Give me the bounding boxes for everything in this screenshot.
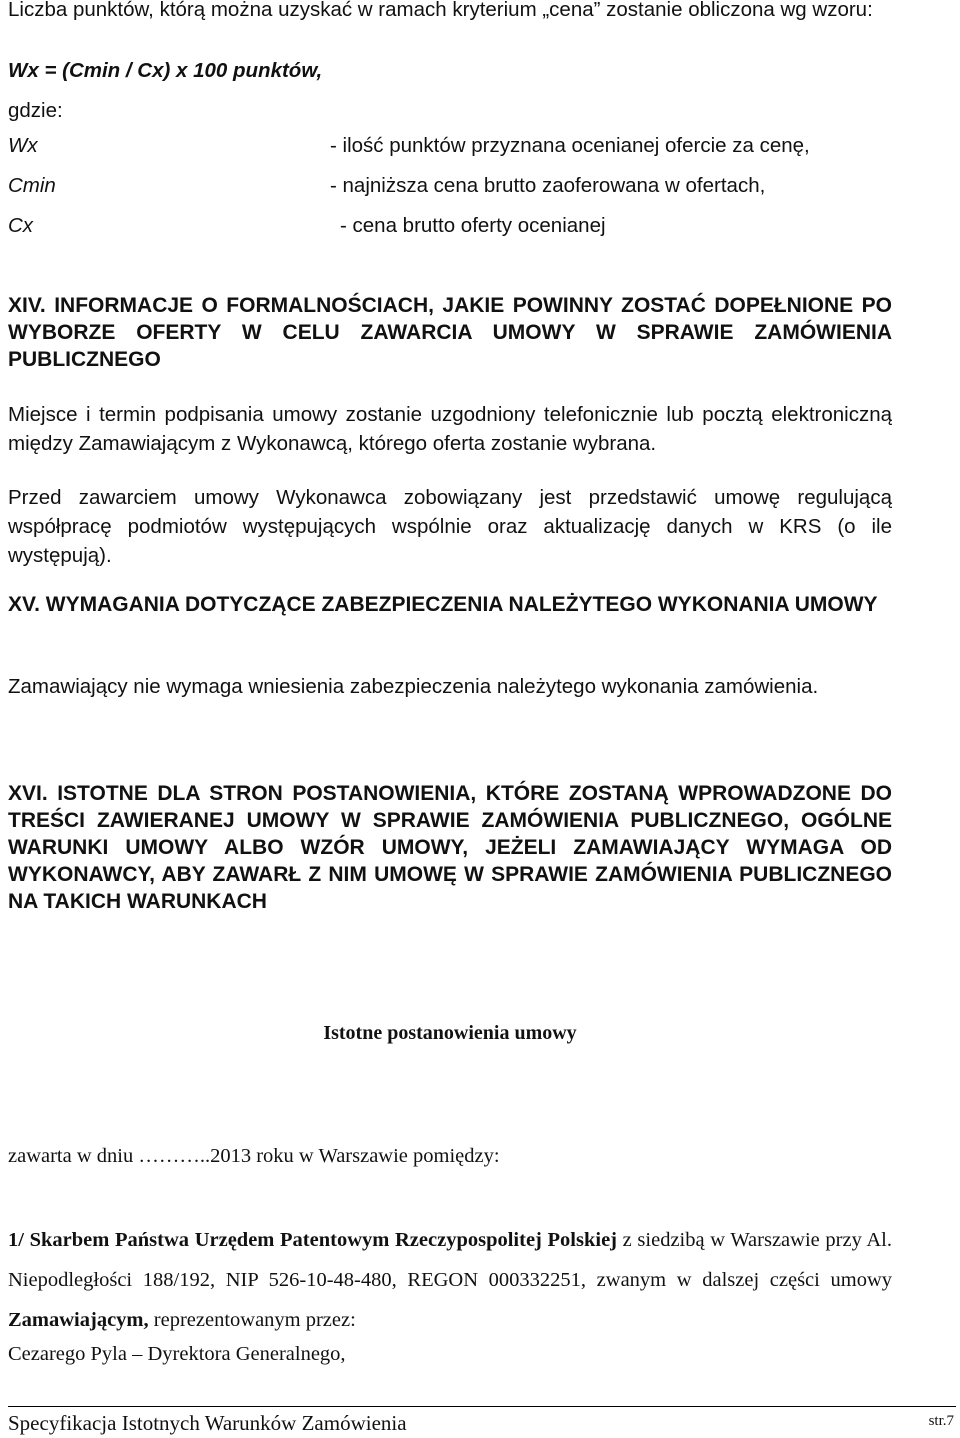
party-name: Skarbem Państwa Urzędem Patentowym Rzeczypospolitej Polskiej [29,1229,617,1251]
party-alias: Zamawiającym, [8,1309,149,1331]
formula-intro: Liczba punktów, którą można uzyskać w ramach kryterium „cena” zostanie obliczona wg wzoru: [8,0,873,21]
section-15-heading: XV. WYMAGANIA DOTYCZĄCE ZABEZPIECZENIA NALEŻYTEGO WYKONANIA UMOWY [8,593,878,616]
footer-divider [8,1406,956,1407]
footer-title: Specyfikacja Istotnych Warunków Zamówienia [8,1411,407,1435]
section-14-paragraph-2: Przed zawarciem umowy Wykonawca zobowiązany jest przedstawić umowę regulującą współpracę podmiotów występujących wspólnie oraz aktualizację danych w KRS (o ile występują). [8,486,892,567]
definition-symbol: Cmin [8,174,56,197]
formula-equation: Wx = (Cmin / Cx) x 100 punktów, [8,59,323,82]
section-14-heading: XIV. INFORMACJE O FORMALNOŚCIACH, JAKIE POWINNY ZOSTAĆ DOPEŁNIONE PO WYBORZE OFERTY W CELU ZAWARCIA UMOWY W SPRAWIE ZAMÓWIENIA PUBLICZNEGO [8,294,892,371]
party-details: z siedzibą w Warszawie przy Al. Niepodległości 188/192, NIP 526-10-48-480, REGON 000332251, zwanym w dalszej części umowy [8,1229,892,1291]
definition-text: - ilość punktów przyznana ocenianej ofercie za cenę, [330,134,810,157]
definition-row [8,212,908,240]
contract-date-line: zawarta w dniu ………..2013 roku w Warszawie pomiędzy: [8,1145,500,1167]
definition-row [8,172,908,200]
page-number: str.7 [928,1413,954,1429]
contract-title: Istotne postanowienia umowy [323,1022,577,1044]
party-representation: reprezentowanym przez: [148,1309,356,1331]
definition-text: - cena brutto oferty ocenianej [340,214,606,237]
definition-row [8,132,908,160]
party-prefix: 1/ [8,1229,30,1251]
section-16-heading: XVI. ISTOTNE DLA STRON POSTANOWIENIA, KTÓRE ZOSTANĄ WPROWADZONE DO TREŚCI ZAWIERANEJ UMOWY W SPRAWIE ZAMÓWIENIA PUBLICZNEGO, OGÓLNE WARUNKI UMOWY ALBO WZÓR UMOWY, JEŻELI ZAMAWIAJĄCY WYMAGA OD WYKONAWCY, ABY ZAWARŁ Z NIM UMOWĘ W SPRAWIE ZAMÓWIENIA PUBLICZNEGO NA TAKICH WARUNKACH [8,782,892,913]
section-14-paragraph-1: Miejsce i termin podpisania umowy zostanie uzgodniony telefonicznie lub pocztą elektroniczną między Zamawiającym z Wykonawcą, którego oferta zostanie wybrana. [8,403,892,455]
definition-symbol: Cx [8,214,34,237]
section-15-paragraph: Zamawiający nie wymaga wniesienia zabezpieczenia należytego wykonania zamówienia. [8,675,819,698]
definition-text: - najniższa cena brutto zaoferowana w ofertach, [330,174,766,197]
contract-representative: Cezarego Pyla – Dyrektora Generalnego, [8,1343,346,1365]
definition-symbol: Wx [8,134,38,157]
formula-where: gdzie: [8,99,63,122]
contract-party-1 [8,1220,892,1340]
